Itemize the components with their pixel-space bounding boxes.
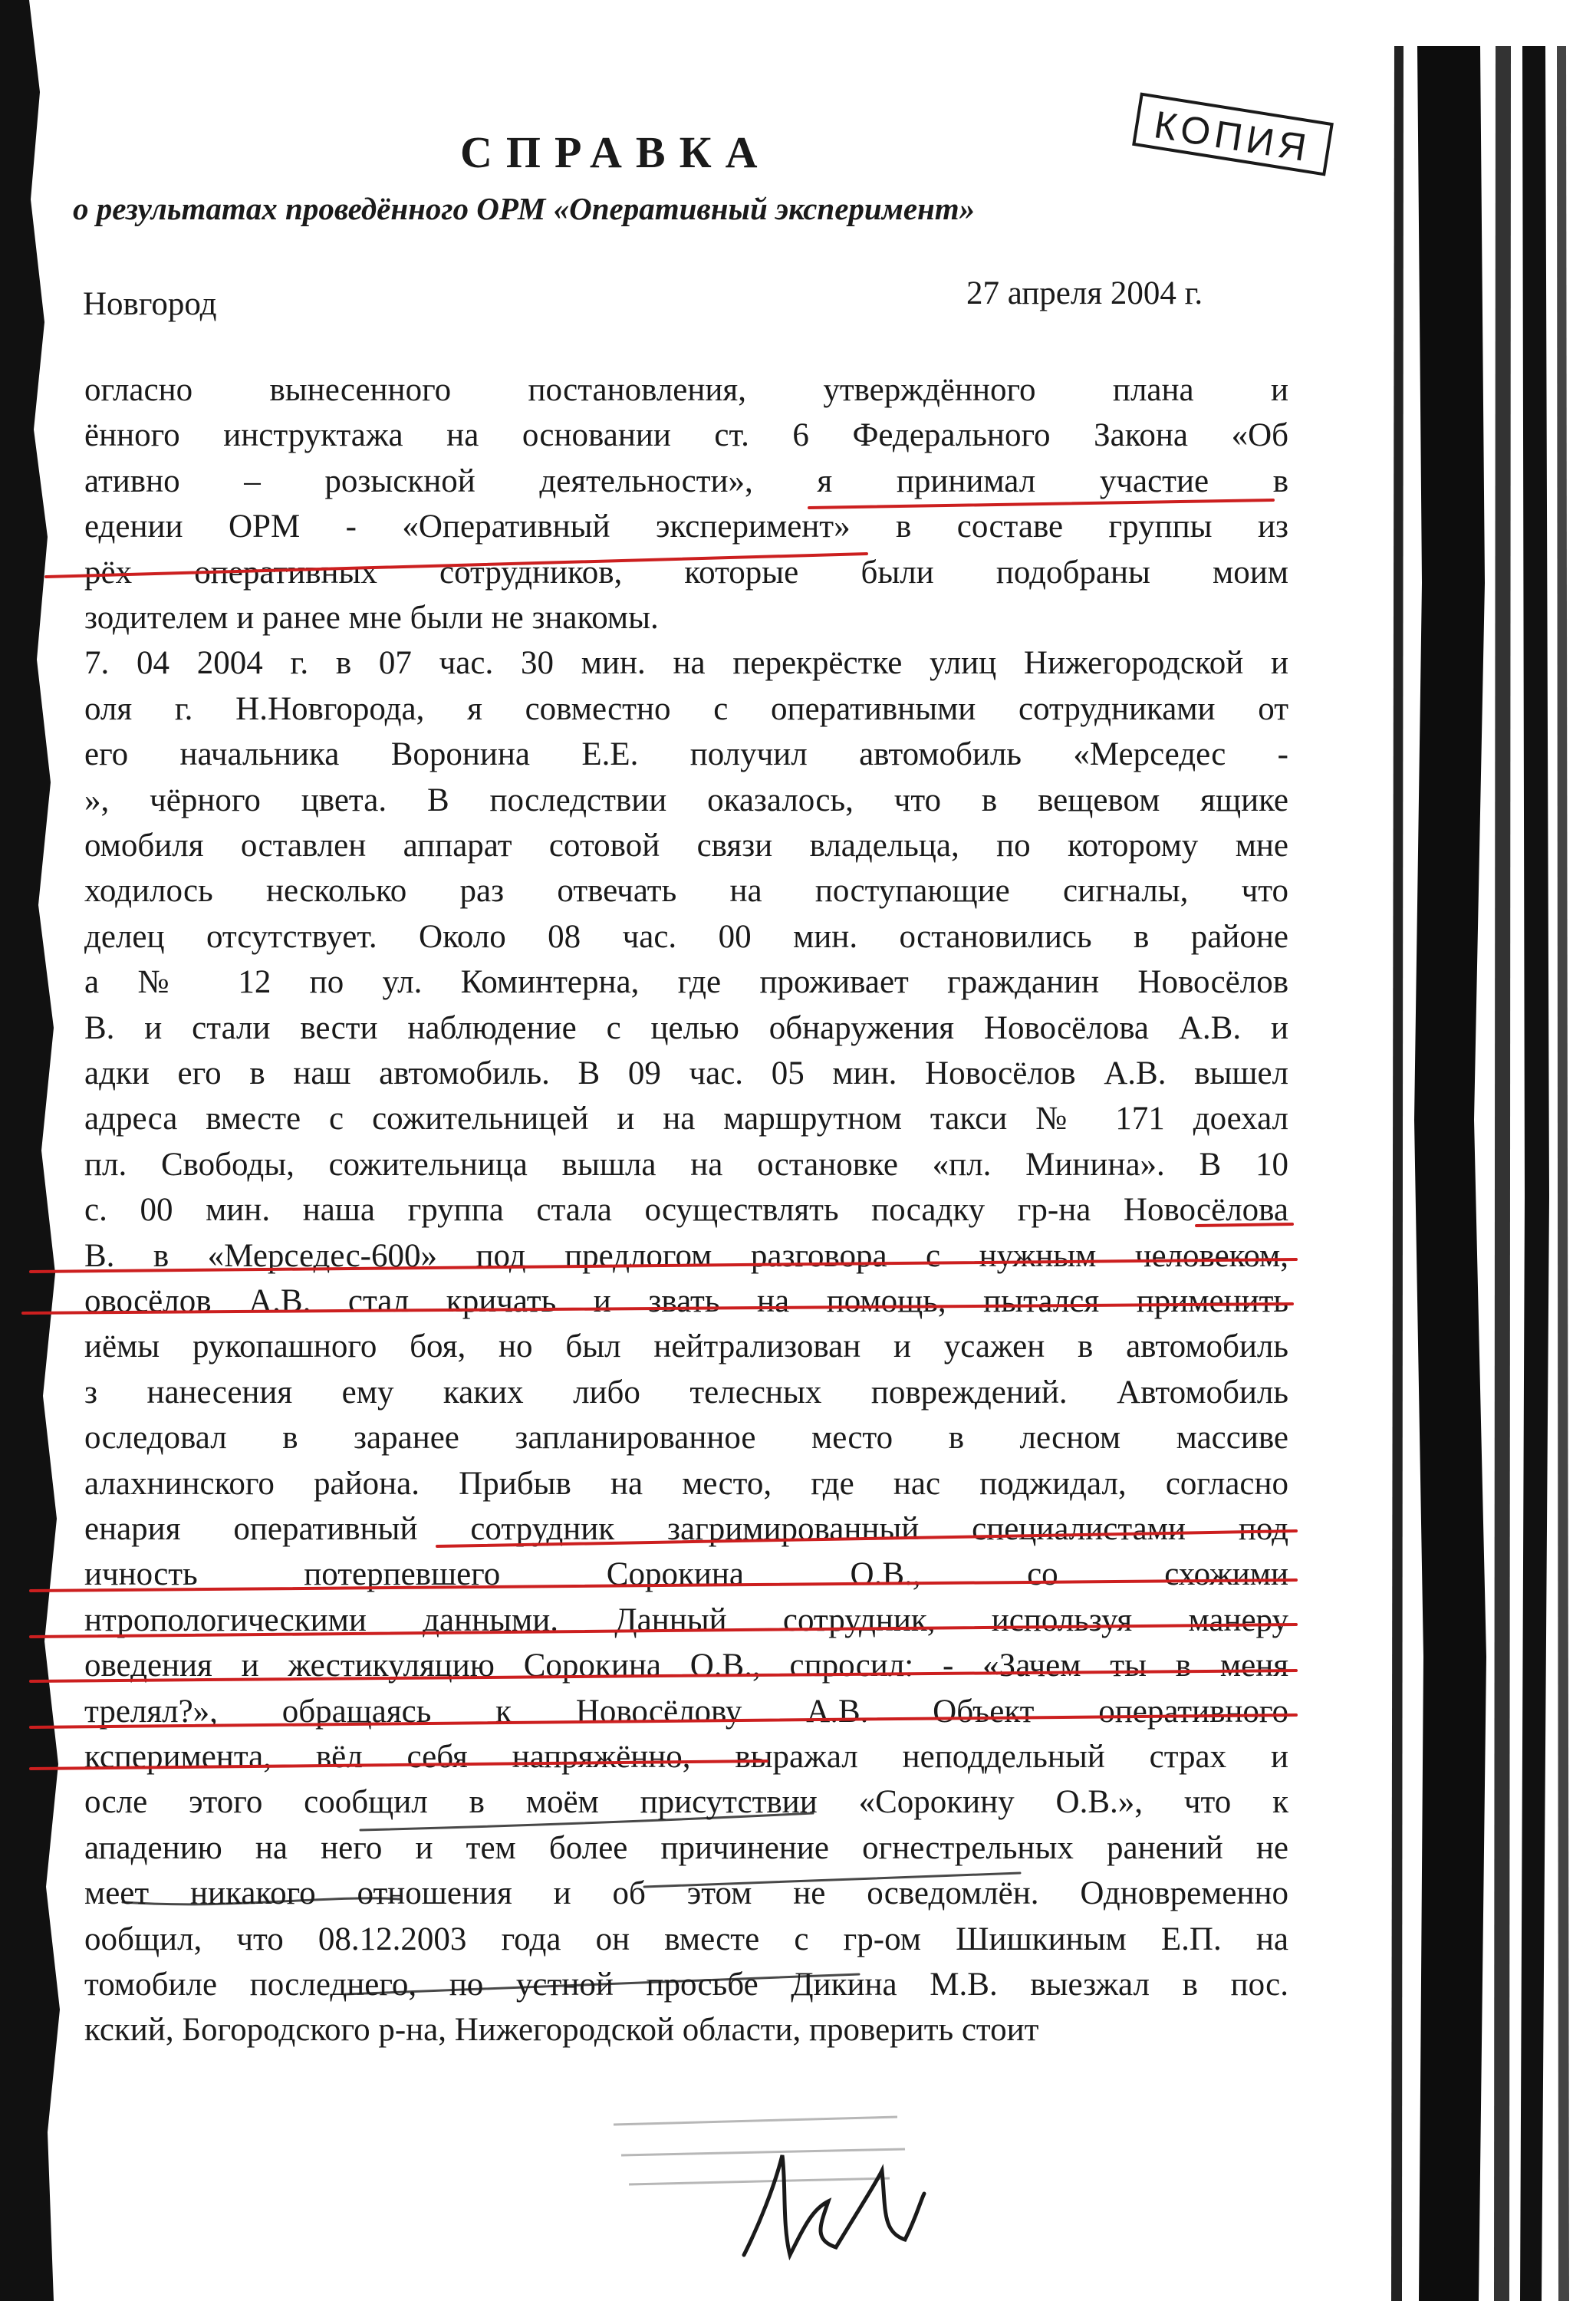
body-line: ообщил, что 08.12.2003 года он вместе с гр-ом Шишкиным Е.П. на bbox=[84, 1921, 1288, 1957]
body-line: омобиля оставлен аппарат сотовой связи владельца, по которому мне bbox=[84, 828, 1288, 864]
body-line: ичность потерпевшего Сорокина О.В., со схожими bbox=[84, 1556, 1288, 1593]
body-line: трелял?», обращаясь к Новосёлову А.В. Объект оперативного bbox=[84, 1693, 1288, 1730]
body-line: его начальника Воронина Е.Е. получил автомобиль «Мерседес - bbox=[84, 736, 1288, 773]
body-line: оследовал в заранее запланированное место в лесном массиве bbox=[84, 1420, 1288, 1457]
handwritten-signature bbox=[729, 2140, 928, 2263]
body-line: ходилось несколько раз отвечать на поступающие сигналы, что bbox=[84, 873, 1288, 910]
body-line: зодителем и ранее мне были не знакомы. bbox=[84, 600, 659, 636]
body-line: а № 12 по ул. Коминтерна, где проживает гражданин Новосёлов bbox=[84, 964, 1288, 1001]
torn-left-edge bbox=[0, 0, 84, 2301]
body-line: », чёрного цвета. В последствии оказалось, что в вещевом ящике bbox=[84, 782, 1288, 818]
body-line: кский, Богородского р-на, Нижегородской области, проверить стоит bbox=[84, 2012, 1039, 2049]
body-line: огласно вынесенного постановления, утверждённого плана и bbox=[84, 372, 1288, 408]
body-line: пл. Свободы, сожительница вышла на остановке «пл. Минина». В 10 bbox=[84, 1146, 1288, 1183]
body-line: иёмы рукопашного боя, но был нейтрализован и усажен в автомобиль bbox=[84, 1328, 1288, 1365]
body-line: з нанесения ему каких либо телесных повреждений. Автомобиль bbox=[84, 1374, 1288, 1411]
body-line: алахнинского района. Прибыв на место, где нас поджидал, согласно bbox=[84, 1465, 1288, 1502]
document-city: Новгород bbox=[83, 286, 217, 322]
body-line: адки его в наш автомобиль. В 09 час. 05 мин. Новосёлов А.В. вышел bbox=[84, 1055, 1288, 1091]
page-stack-right-edge bbox=[1388, 46, 1596, 2301]
body-line: с. 00 мин. наша группа стала осуществлять посадку гр-на Новосёлова bbox=[84, 1192, 1288, 1229]
body-line: ативно – розыскной деятельности», я принимал участие в bbox=[84, 463, 1288, 499]
body-line: В. в «Мерседес-600» под предлогом разговора с нужным человеком, bbox=[84, 1237, 1288, 1274]
body-line: 7. 04 2004 г. в 07 час. 30 мин. на перекрёстке улиц Нижегородской и bbox=[84, 645, 1288, 682]
body-line: рёх оперативных сотрудников, которые были подобраны моим bbox=[84, 554, 1288, 591]
body-line: овосёлов А.В. стал кричать и звать на помощь, пытался применить bbox=[84, 1283, 1288, 1319]
copy-stamp: КОПИЯ bbox=[1132, 92, 1334, 176]
body-line: ённого инструктажа на основании ст. 6 Федерального Закона «Об bbox=[84, 417, 1288, 454]
body-line: нтропологическими данными. Данный сотрудник, используя манеру bbox=[84, 1601, 1288, 1638]
body-line: едении ОРМ - «Оперативный эксперимент» в составе группы из bbox=[84, 509, 1288, 545]
body-line: оля г. Н.Новгорода, я совместно с оперативными сотрудниками от bbox=[84, 690, 1288, 727]
body-line: енария оперативный сотрудник загримированный специалистами под bbox=[84, 1511, 1288, 1547]
body-line: адреса вместе с сожительницей и на маршрутном такси № 171 доехал bbox=[84, 1101, 1288, 1137]
body-line: ападению на него и тем более причинение огнестрельных ранений не bbox=[84, 1829, 1288, 1866]
document-subtitle: о результатах проведённого ОРМ «Оперативный эксперимент» bbox=[73, 191, 976, 226]
body-line: томобиле последнего, по устной просьбе Дикина М.В. выезжал в пос. bbox=[84, 1967, 1288, 2003]
body-line: осле этого сообщил в моём присутствии «Сорокину О.В.», что к bbox=[84, 1784, 1288, 1821]
document-date: 27 апреля 2004 г. bbox=[966, 275, 1203, 311]
body-line: ксперимента, вёл себя напряжённо, выражал неподдельный страх и bbox=[84, 1739, 1288, 1775]
document-title: СПРАВКА bbox=[460, 127, 772, 177]
body-line: оведения и жестикуляцию Сорокина О.В., спросил: - «Зачем ты в меня bbox=[84, 1648, 1288, 1684]
body-line: делец отсутствует. Около 08 час. 00 мин. остановились в районе bbox=[84, 918, 1288, 955]
body-line: В. и стали вести наблюдение с целью обнаружения Новосёлова А.В. и bbox=[84, 1009, 1288, 1046]
body-line: меет никакого отношения и об этом не осведомлён. Одновременно bbox=[84, 1875, 1288, 1912]
